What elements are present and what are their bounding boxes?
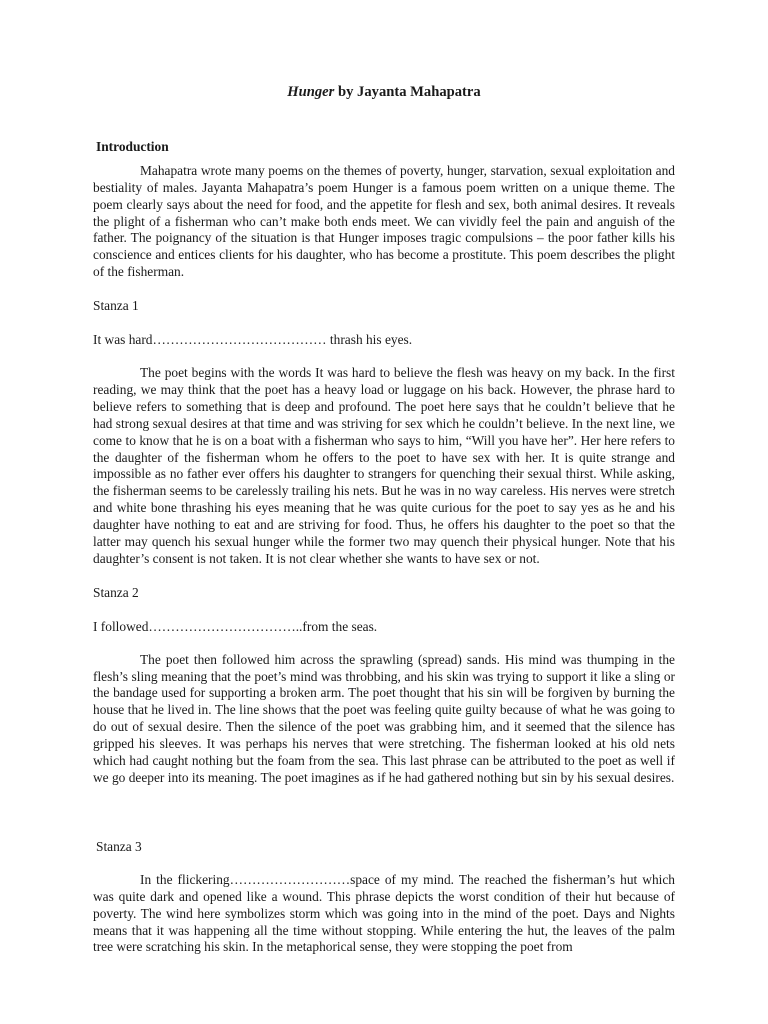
stanza2-label: Stanza 2 [93,584,139,600]
stanza1-label: Stanza 1 [93,298,139,314]
document-title [93,84,675,101]
stanza2-quote: I followed……………………………..from the seas. [93,618,378,634]
stanza3-label: Stanza 3 [96,838,142,854]
stanza1-paragraph: The poet begins with the words It was hard to believe the flesh was heavy on my back. In the first reading, we may think that the poet has a heavy load or luggage on his back. However, the phrase hard to believe refers to something that is deep and profound. The poet here says that he couldn’t believe that he had strong sexual desires at that time and was striving for sex which he couldn’t believe. In the next line, we come to know that he is on a boat with a fisherman who says to him, “Will you have her”. Her here refers to the daughter of the fisherman whom he offers to the poet to have sex with her. It is quite strange and impossible as no father ever offers his daughter to strangers for quenching their sexual thirst. While asking, the fisherman seems to be carelessly trailing his nets. But he was in no way careless. His nerves were stretch and white bone thrashing his eyes meaning that he was quite curious for the poet to say yes as he and his daughter have nothing to eat and are striving for food. Thus, he offers his daughter to the poet so that the latter may quench his sexual hunger while the former two may quench their physical hunger. Note that his daughter’s consent is not taken. It is not clear whether she wants to have sex or not. [93,364,675,566]
intro-heading: Introduction [96,138,169,154]
stanza3-paragraph: In the flickering………………………space of my mind. The reached the fisherman’s hut which was quite dark and opened like a wound. This phrase depicts the worst condition of their hut because of poverty. The wind here symbolizes storm which was going into in the mind of the poet. Days and Nights means that it was happening all the time without stopping. While entering the hut, the leaves of the palm tree were scratching his skin. In the metaphorical sense, they were stopping the poet from [93,871,675,955]
title-rest: by Jayanta Mahapatra [334,84,481,100]
title-italic: Hunger [287,84,335,100]
intro-paragraph: Mahapatra wrote many poems on the themes of poverty, hunger, starvation, sexual exploitation and bestiality of males. Jayanta Mahapatra’s poem Hunger is a famous poem written on a unique theme. The poem clearly says about the need for food, and the appetite for flesh and sex, both animal desires. It reveals the plight of a fisherman who can’t make both ends meet. We can vividly feel the pain and anguish of the father. The poignancy of the situation is that Hunger imposes tragic compulsions – the poor father kills his conscience and entices clients for his daughter, who has become a prostitute. This poem describes the plight of the fisherman. [93,162,675,280]
stanza2-paragraph: The poet then followed him across the sprawling (spread) sands. His mind was thumping in the flesh’s sling meaning that the poet’s mind was throbbing, and his skin was trying to support it like a sling or the bandage used for supporting a broken arm. The poet thought that his sin will be forgiven by burning the house that he lived in. The line shows that the poet was feeling quite guilty because of what he was going to do out of sexual desire. Then the silence of the poet was grabbing him, and it seemed that the silence has gripped his sleeves. It was perhaps his nerves that were stretching. The fisherman looked at his old nets which had caught nothing but the foam from the sea. This last phrase can be attributed to the poet as well if we go deeper into its meaning. The poet imagines as if he had gathered nothing but sin by his sexual desires. [93,651,675,785]
stanza1-quote: It was hard………………………………… thrash his eyes. [93,332,413,348]
